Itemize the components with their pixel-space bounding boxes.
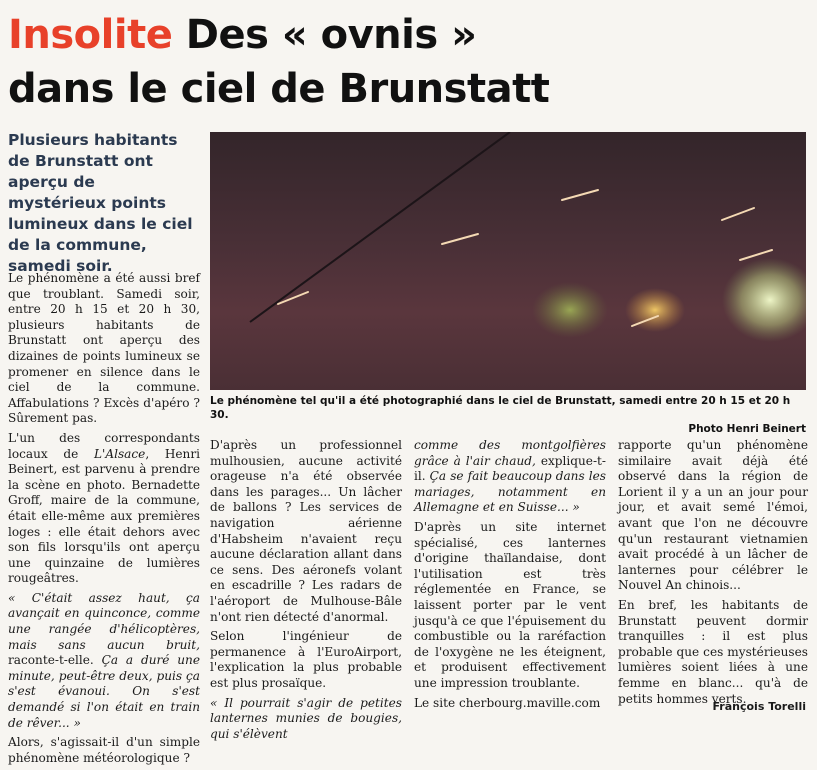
headline-line-1 <box>8 8 808 62</box>
column-1 <box>8 271 200 770</box>
text-run: explique-t-il. <box>414 453 606 484</box>
quote-text: Ça a duré une minute, peut-être deux, puis ça s'est évanoui. On s'est demandé si l'on était en train de rêver... » <box>8 653 200 730</box>
quote-text: Ça se fait beaucoup dans les mariages, notamment en Allemagne et en Suisse... » <box>414 469 606 515</box>
quote-text: « C'était assez haut, ça avançait en quinconce, comme une rangée d'hélicoptères, mais sans aucun bruit, <box>8 590 200 652</box>
light-streak <box>722 208 754 220</box>
paragraph <box>8 431 200 587</box>
light-streak <box>442 234 478 244</box>
paragraph: D'après un professionnel mulhousien, aucune activité orageuse n'a été observée dans les parages... Un lâcher de ballons ? Les services de navigation aérienne d'Habsheim n'avaient reçu aucune déclaration allant dans ce sens. Des aéronefs volant en escadrille ? Les radars de l'aéroport de Mulhouse-Bâle n'ont rien détecté d'anormal. <box>210 438 402 624</box>
kicker: Insolite <box>8 12 173 58</box>
paragraph: rapporte qu'un phénomène similaire avait déjà été observé dans la région de Lorient il y a un an jour pour jour, et avait semé l'émoi, avant que l'on ne découvre qu'un restaurant vietnamien avait procédé à un lâcher de lanternes pour célébrer le Nouvel An chinois... <box>618 438 808 593</box>
author-byline: François Torelli <box>712 700 806 713</box>
headline-line-2: dans le ciel de Brunstatt <box>8 66 550 112</box>
paragraph: En bref, les habitants de Brunstatt peuvent dormir tranquilles : il est plus probable que ces mystérieuses lumières soient liées à une femme en blanc... qu'à de petits hommes verts. <box>618 597 808 706</box>
column-4 <box>618 438 808 711</box>
column-2 <box>210 438 402 746</box>
text-run: raconte-t-elle. <box>8 653 102 668</box>
paragraph: Alors, s'agissait-il d'un simple phénomène météorologique ? <box>8 735 200 765</box>
glow-light <box>722 258 806 342</box>
headline <box>8 8 808 116</box>
paragraph: D'après un site internet spécialisé, ces lanternes d'origine thaïlandaise, dont l'utilisation est très réglementée en France, se laissent porter par le vent jusqu'à ce que l'épuisement du combustible ou la raréfaction de l'oxygène ne les éteignent, et produisent effectivement une impression troublante. <box>414 519 606 690</box>
article-photo <box>210 132 806 390</box>
glow-light <box>532 282 608 338</box>
caption-text: Le phénomène tel qu'il a été photographié dans le ciel de Brunstatt, samedi entre 20 h 15 et 20 h 30. <box>210 395 791 421</box>
headline-title-1: Des « ovnis » <box>185 12 477 58</box>
photo-credit: Photo Henri Beinert <box>688 423 806 435</box>
newspaper-name: L'Alsace <box>94 446 146 461</box>
column-3 <box>414 438 606 715</box>
text-run: L'un des correspondants locaux de <box>8 430 200 461</box>
photo-caption <box>210 394 806 436</box>
night-sky-photo <box>210 132 806 390</box>
power-line <box>250 132 510 322</box>
quote-paragraph <box>414 438 606 516</box>
quote-text: comme des montgolfières grâce à l'air chaud, <box>414 438 606 468</box>
paragraph: Selon l'ingénieur de permanence à l'EuroAirport, l'explication la plus probable est plus prosaïque. <box>210 629 402 690</box>
quote-paragraph <box>8 591 200 731</box>
quote-paragraph: « Il pourrait s'agir de petites lanternes munies de bougies, qui s'élèvent <box>210 695 402 741</box>
text-run: , Henri Beinert, est parvenu à prendre la scène en photo. Bernadette Groff, maire de la commune, était elle-même aux premières loges : elle était dehors avec son fils lorsqu'ils ont aperçu une quinzaine de lumières rougeâtres. <box>8 446 200 586</box>
paragraph: Le site cherbourg.maville.com <box>414 695 601 710</box>
light-streak <box>562 190 598 200</box>
paragraph: Le phénomène a été aussi bref que troublant. Samedi soir, entre 20 h 15 et 20 h 30, plusieurs habitants de Brunstatt ont aperçu des dizaines de points lumineux se promener en silence dans le ciel de la commune. Affabulations ? Excès d'apéro ? Sûrement pas. <box>8 271 200 426</box>
lead-paragraph: Plusieurs habitants de Brunstatt ont aperçu de mystérieux points lumineux dans le ciel de la commune, samedi soir. <box>8 131 193 275</box>
